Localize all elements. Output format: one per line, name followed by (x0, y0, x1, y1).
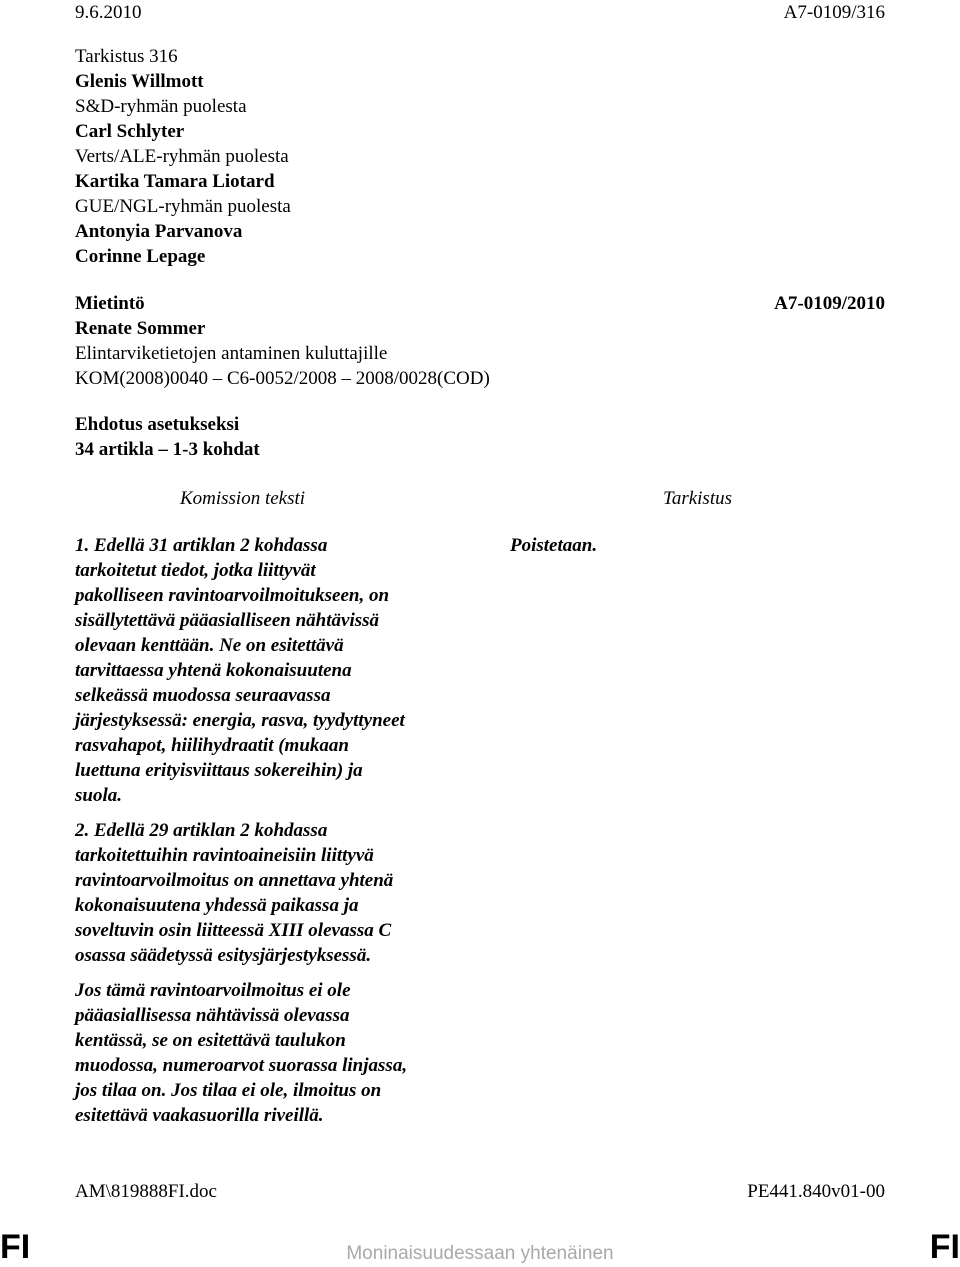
text-line: pääasiallisessa nähtävissä olevassa (75, 1005, 350, 1026)
proposal-title: Ehdotus asetukseksi (75, 414, 240, 435)
amendment-reference: A7-0109/316 (783, 2, 885, 23)
text-line: tarvittaessa yhtenä kokonaisuutena (75, 660, 352, 681)
amendment-text: Poistetaan. (510, 535, 598, 556)
text-line: selkeässä muodossa seuraavassa (75, 685, 331, 706)
author-name: Kartika Tamara Liotard (75, 171, 275, 192)
author-group: S&D-ryhmän puolesta (75, 96, 247, 117)
text-line: kentässä, se on esitettävä taulukon (75, 1030, 346, 1051)
proposal-article: 34 artikla – 1-3 kohdat (75, 439, 260, 460)
author-name: Corinne Lepage (75, 246, 206, 267)
text-line: kokonaisuutena yhdessä paikassa ja (75, 895, 359, 916)
author-group: GUE/NGL-ryhmän puolesta (75, 196, 291, 217)
authors-block (75, 44, 291, 269)
text-line: ravintoarvoilmoitus on annettava yhtenä (75, 870, 394, 891)
commission-paragraph-1 (75, 533, 407, 808)
report-subject: Elintarviketietojen antaminen kuluttajille (75, 343, 388, 364)
pe-reference: PE441.840v01-00 (747, 1181, 885, 1202)
text-line: olevaan kenttään. Ne on esitettävä (75, 635, 344, 656)
text-line: Jos tämä ravintoarvoilmoitus ei ole (75, 980, 351, 1001)
author-name: Antonyia Parvanova (75, 221, 243, 242)
eu-motto: Moninaisuudessaan yhtenäinen (346, 1243, 614, 1264)
author-group: Verts/ALE-ryhmän puolesta (75, 146, 289, 167)
document-filename: AM\819888FI.doc (75, 1181, 217, 1202)
text-line: muodossa, numeroarvot suorassa linjassa, (75, 1055, 408, 1076)
text-line: sisällytettävä pääasialliseen nähtävissä (75, 610, 380, 631)
language-code-right: FI (929, 1228, 960, 1266)
text-line: tarkoitettuihin ravintoaineisiin liittyvä (75, 845, 374, 866)
text-line: osassa säädetyssä esitysjärjestyksessä. (75, 945, 372, 966)
document-date: 9.6.2010 (75, 2, 142, 23)
commission-paragraph-3 (75, 978, 407, 1128)
author-name: Carl Schlyter (75, 121, 185, 142)
commission-text-column (75, 533, 407, 1138)
text-line: 2. Edellä 29 artiklan 2 kohdassa (75, 820, 328, 841)
report-number: A7-0109/2010 (774, 293, 885, 314)
report-label: Mietintö (75, 293, 145, 314)
language-code-left: FI (0, 1228, 31, 1266)
column-header-commission: Komission teksti (179, 488, 306, 509)
amendment-number: Tarkistus 316 (75, 46, 178, 67)
procedure-reference: KOM(2008)0040 – C6-0052/2008 – 2008/0028(COD) (75, 368, 490, 389)
commission-paragraph-2 (75, 818, 407, 968)
text-line: jos tilaa on. Jos tilaa ei ole, ilmoitus on (75, 1080, 382, 1101)
text-line: rasvahapot, hiilihydraatit (mukaan (75, 735, 349, 756)
author-name: Glenis Willmott (75, 71, 204, 92)
text-line: suola. (75, 785, 122, 806)
text-line: luettuna erityisviittaus sokereihin) ja (75, 760, 363, 781)
text-line: tarkoitetut tiedot, jotka liittyvät (75, 560, 316, 581)
text-line: järjestyksessä: energia, rasva, tyydyttyneet (75, 710, 405, 731)
text-line: pakolliseen ravintoarvoilmoitukseen, on (75, 585, 390, 606)
text-line: esitettävä vaakasuorilla riveillä. (75, 1105, 324, 1126)
text-line: soveltuvin osin liitteessä XIII olevassa C (75, 920, 392, 941)
rapporteur: Renate Sommer (75, 318, 206, 339)
column-header-amendment: Tarkistus (663, 488, 732, 509)
text-line: 1. Edellä 31 artiklan 2 kohdassa (75, 535, 328, 556)
